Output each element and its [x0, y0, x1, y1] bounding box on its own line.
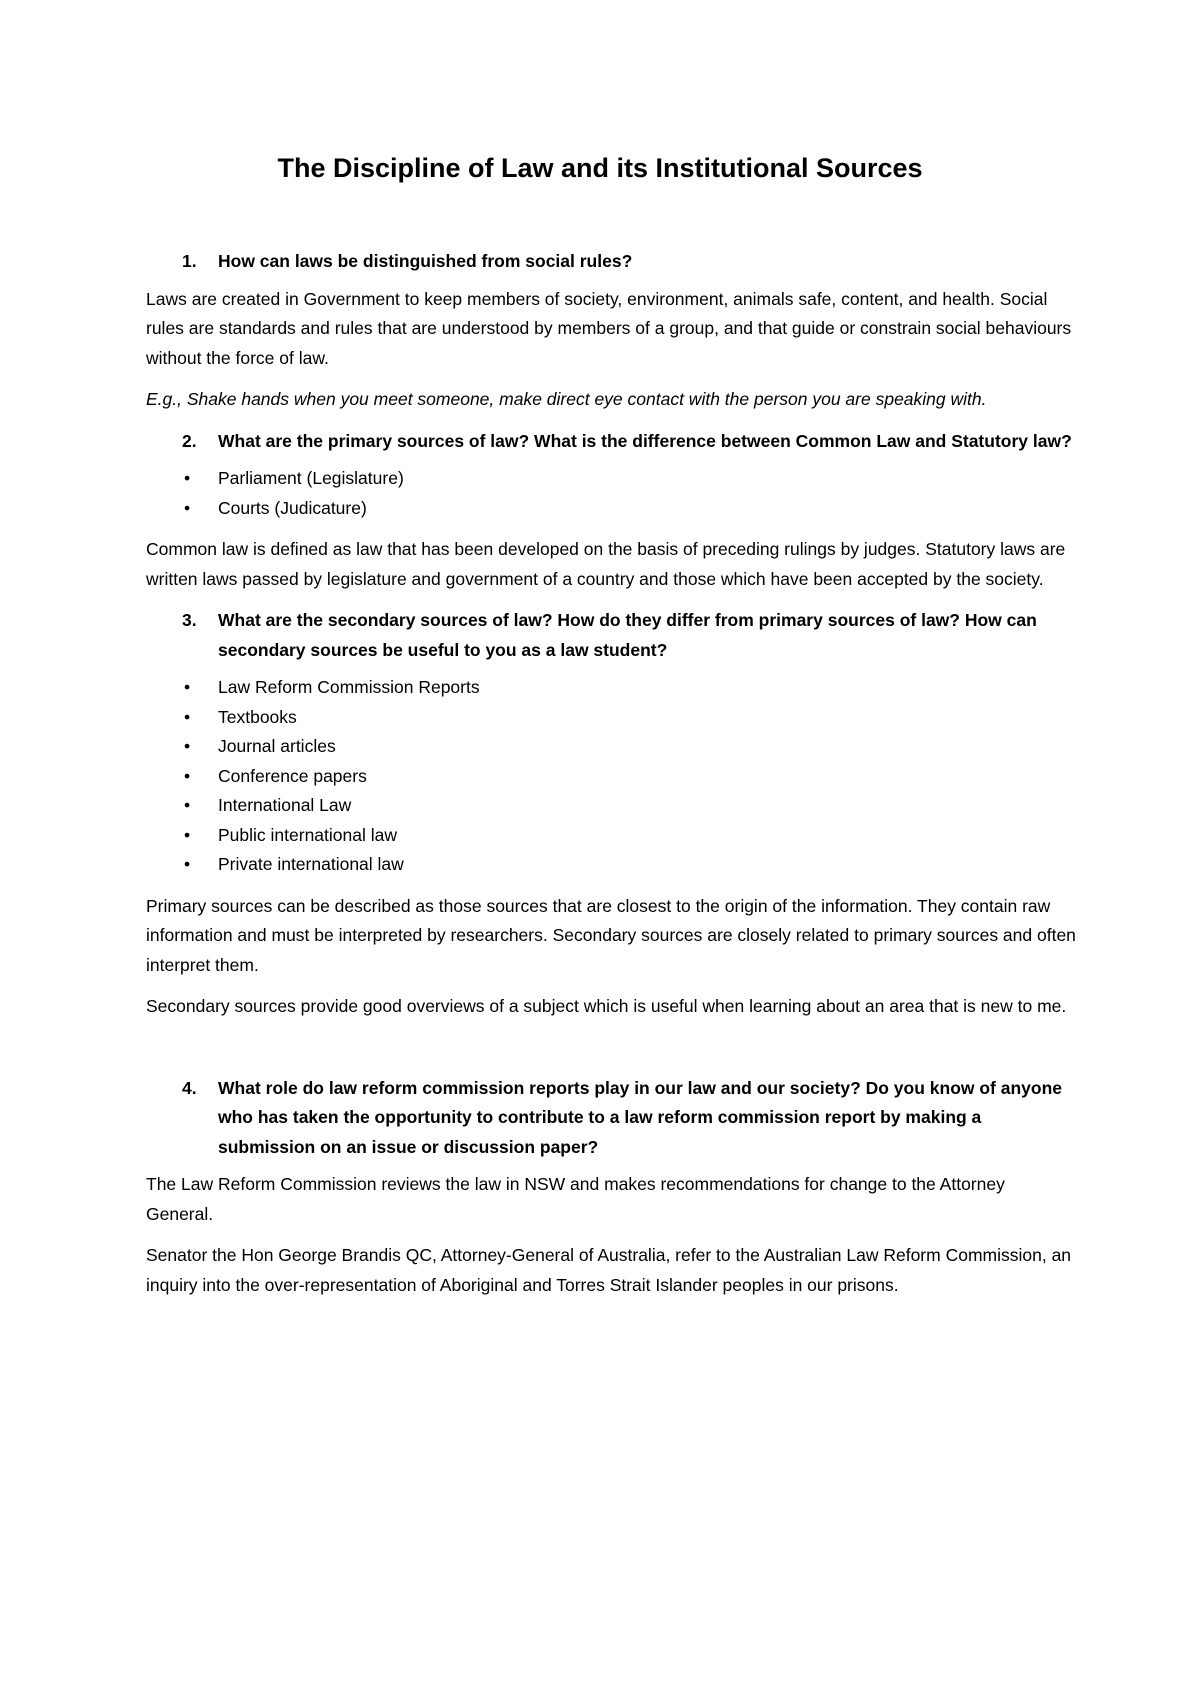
list-item [146, 821, 1076, 851]
list-item [146, 703, 1076, 733]
list-item [146, 732, 1076, 762]
list-item [146, 494, 1076, 524]
list-item [146, 762, 1076, 792]
bullet-icon [146, 732, 218, 762]
question-number: 4. [182, 1077, 197, 1098]
list-item-text: Conference papers [218, 765, 367, 786]
list-item [146, 464, 1076, 494]
spacer [146, 1034, 1076, 1074]
list-item-text: Journal articles [218, 736, 336, 756]
list-item-text: International Law [218, 795, 352, 815]
question-number: 2. [182, 430, 197, 451]
list-item-text: Textbooks [218, 706, 297, 727]
list-item-text: Law Reform Commission Reports [218, 677, 480, 697]
question-text: What are the secondary sources of law? How do they differ from primary sources of law? How can secondary sources be useful to you as a law student? [218, 610, 1037, 660]
list-item [146, 850, 1076, 880]
primary-sources-list [146, 464, 1076, 523]
list-item-text: Public international law [218, 824, 397, 845]
answer-paragraph: Secondary sources provide good overviews of a subject which is useful when learning about an area that is new to me. [146, 996, 1067, 1016]
example-paragraph: E.g., Shake hands when you meet someone, make direct eye contact with the person you are speaking with. [146, 389, 987, 409]
page-title: The Discipline of Law and its Institutional Sources [277, 153, 923, 183]
bullet-icon [146, 762, 218, 792]
list-item [146, 673, 1076, 703]
list-item-text: Private international law [218, 854, 404, 874]
bullet-icon [146, 703, 218, 733]
bullet-icon [146, 821, 218, 851]
list-item [146, 791, 1076, 821]
question-text: How can laws be distinguished from social rules? [218, 251, 633, 271]
question-text: What are the primary sources of law? What is the difference between Common Law and Statutory law? [218, 430, 1072, 451]
bullet-icon [146, 850, 218, 880]
answer-paragraph: Primary sources can be described as those sources that are closest to the origin of the information. They contain raw information and must be interpreted by researchers. Secondary sources are closely related to primary sources and often interpret them. [146, 895, 1076, 975]
answer-paragraph: The Law Reform Commission reviews the law in NSW and makes recommendations for change to the Attorney General. [146, 1174, 1005, 1224]
bullet-icon [146, 464, 218, 494]
question-3 [146, 606, 1076, 665]
question-text: What role do law reform commission reports play in our law and our society? Do you know of anyone who has taken the opportunity to contribute to a law reform commission report by making a submission on an issue or discussion paper? [218, 1077, 1063, 1157]
question-number: 3. [182, 610, 197, 630]
list-item-text: Courts (Judicature) [218, 497, 367, 518]
secondary-sources-list [146, 673, 1076, 880]
list-item-text: Parliament (Legislature) [218, 468, 404, 488]
document-body [146, 247, 1076, 1312]
answer-paragraph: Laws are created in Government to keep members of society, environment, animals safe, content, and health. Social rules are standards and rules that are understood by members of a group, and that guide or constrain social behaviours without the force of law. [146, 288, 1072, 368]
answer-paragraph: Senator the Hon George Brandis QC, Attorney-General of Australia, refer to the Australian Law Reform Commission, an inquiry into the over-representation of Aboriginal and Torres Strait Islander peoples in our prisons. [146, 1245, 1072, 1295]
question-2 [146, 427, 1076, 457]
bullet-icon [146, 673, 218, 703]
bullet-icon [146, 494, 218, 524]
question-number: 1. [182, 251, 197, 271]
question-1 [146, 247, 1076, 277]
answer-paragraph: Common law is defined as law that has been developed on the basis of preceding rulings by judges. Statutory laws are written laws passed by legislature and government of a country and those which have been accepted by the society. [146, 539, 1066, 589]
bullet-icon [146, 791, 218, 821]
question-4 [146, 1074, 1076, 1163]
